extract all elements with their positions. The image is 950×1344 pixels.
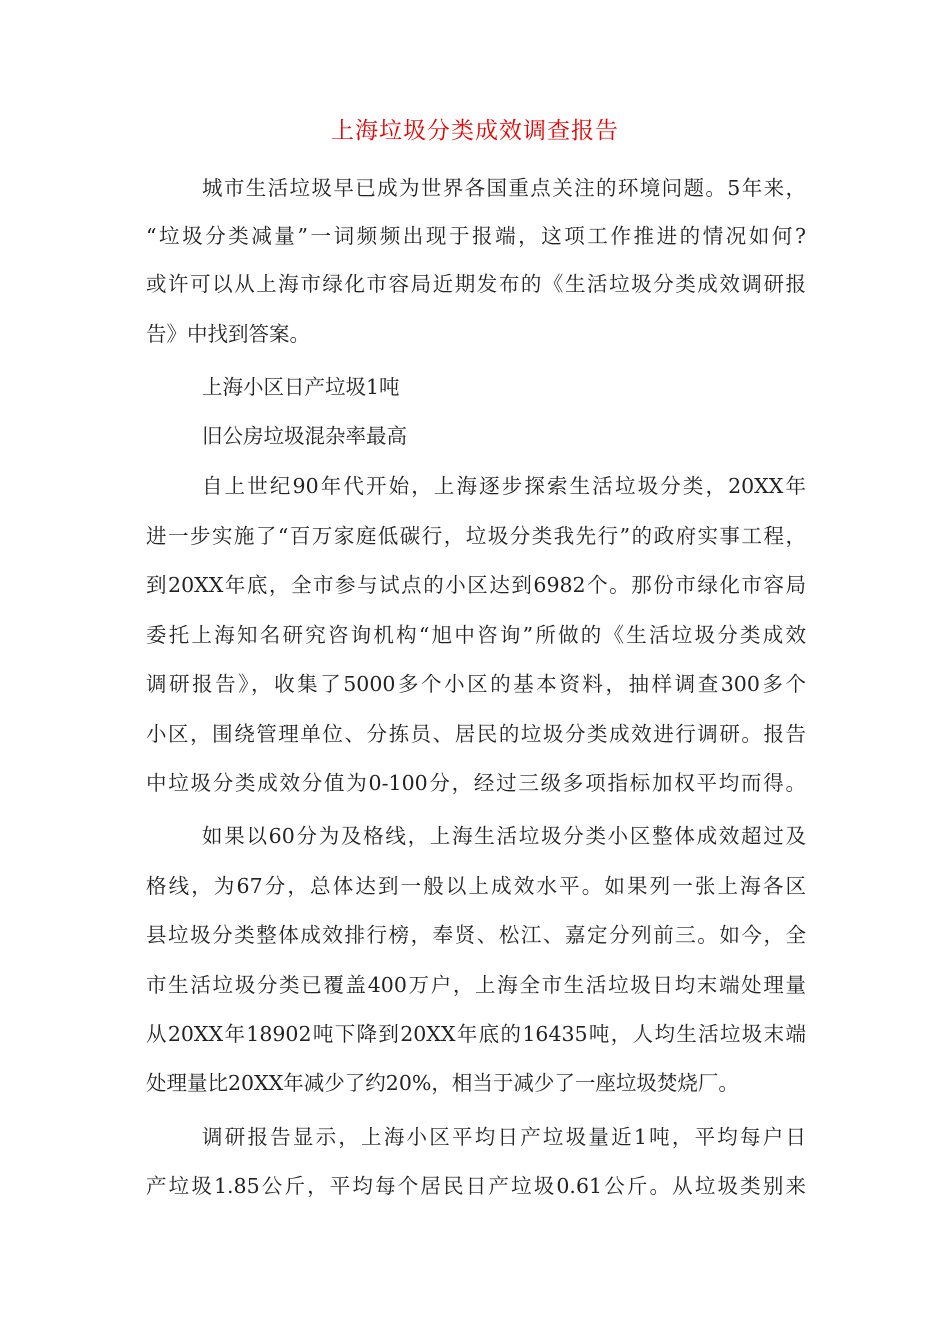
document-title: 上海垃圾分类成效调查报告 <box>331 118 619 144</box>
subheading-line: 旧公房垃圾混杂率最高 <box>202 424 407 448</box>
paragraph-line: 调研报告》，收集了5000多个小区的基本资料，抽样调查300多个 <box>146 672 806 696</box>
paragraph-line: 县垃圾分类整体成效排行榜，奉贤、松江、嘉定分列前三。如今，全 <box>146 923 806 947</box>
paragraph-line: 从20XX年18902吨下降到20XX年底的16435吨，人均生活垃圾末端 <box>146 1022 806 1046</box>
paragraph-line: 自上世纪90年代开始，上海逐步探索生活垃圾分类，20XX年 <box>202 474 806 498</box>
paragraph-line: 到20XX年底，全市参与试点的小区达到6982个。那份市绿化市容局 <box>146 573 806 597</box>
paragraph-line: 产垃圾1.85公斤，平均每个居民日产垃圾0.61公斤。从垃圾类别来 <box>146 1174 806 1198</box>
paragraph-line: 告》中找到答案。 <box>146 322 310 346</box>
paragraph-line: 市生活垃圾分类已覆盖400万户，上海全市生活垃圾日均末端处理量 <box>146 973 806 997</box>
paragraph-line: 小区，围绕管理单位、分拣员、居民的垃圾分类成效进行调研。报告 <box>146 722 806 746</box>
paragraph-line: 或许可以从上海市绿化市容局近期发布的《生活垃圾分类成效调研报 <box>146 272 806 296</box>
paragraph-line: 城市生活垃圾早已成为世界各国重点关注的环境问题。5年来， <box>202 176 806 200</box>
paragraph-line: 如果以60分为及格线，上海生活垃圾分类小区整体成效超过及 <box>202 824 806 848</box>
paragraph-line: 进一步实施了“百万家庭低碳行，垃圾分类我先行”的政府实事工程， <box>146 524 806 548</box>
paragraph-line: “垃圾分类减量”一词频频出现于报端，这项工作推进的情况如何? <box>146 224 806 248</box>
paragraph-line: 中垃圾分类成效分值为0-100分，经过三级多项指标加权平均而得。 <box>146 771 806 795</box>
paragraph-line: 委托上海知名研究咨询机构“旭中咨询”所做的《生活垃圾分类成效 <box>146 623 806 647</box>
paragraph-line: 处理量比20XX年减少了约20%，相当于减少了一座垃圾焚烧厂。 <box>146 1071 739 1095</box>
subheading-line: 上海小区日产垃圾1吨 <box>202 375 400 399</box>
paragraph-line: 调研报告显示，上海小区平均日产垃圾量近1吨，平均每户日 <box>202 1125 806 1149</box>
paragraph-line: 格线，为67分，总体达到一般以上成效水平。如果列一张上海各区 <box>146 874 806 898</box>
